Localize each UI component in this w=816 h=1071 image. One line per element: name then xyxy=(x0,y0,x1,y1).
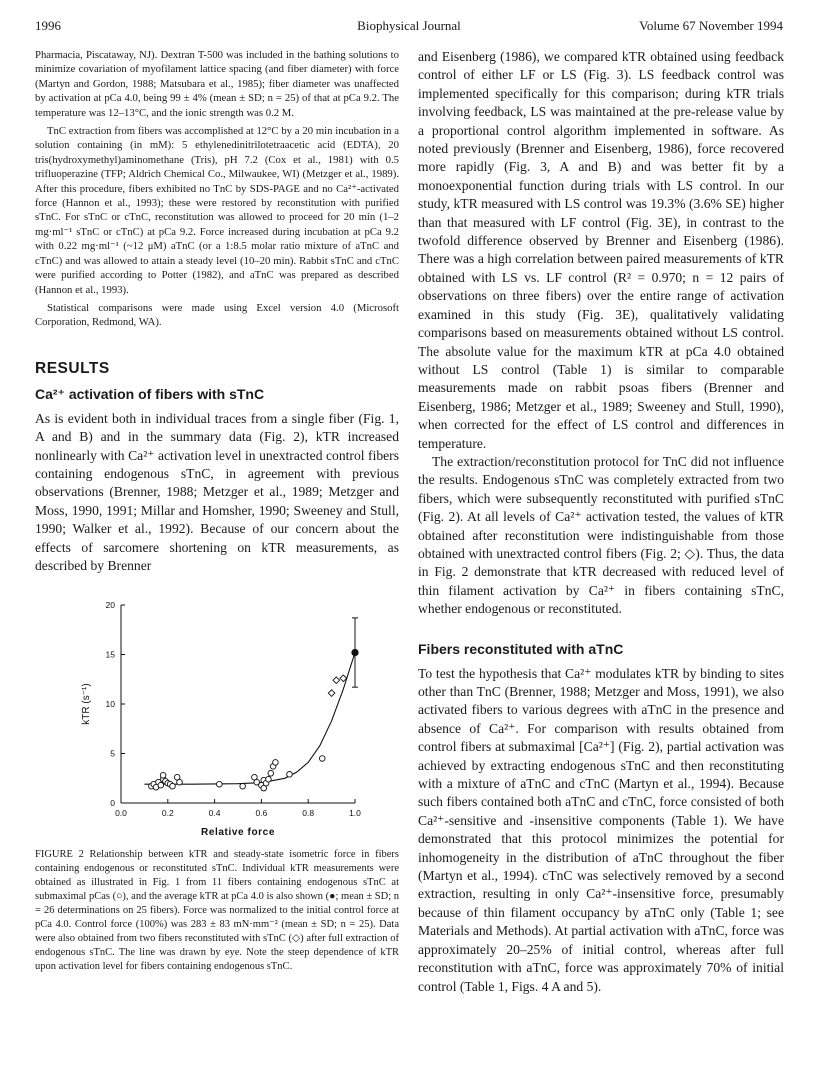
data-point-circle xyxy=(273,760,279,766)
page-number: 1996 xyxy=(35,18,61,33)
y-tick-label: 20 xyxy=(105,600,115,611)
methods-paragraph-3: Statistical comparisons were made using Excel version 4.0 (Microsoft Corporation, Redmond, WA). xyxy=(35,301,399,329)
y-tick-label: 15 xyxy=(105,649,115,660)
y-tick-label: 10 xyxy=(105,699,115,710)
results-heading: RESULTS xyxy=(35,359,110,377)
figure-2-caption: FIGURE 2 Relationship between kTR and steady-state isometric force in fibers containing endogenous or reconstituted sTnC. Individual kTR measurements were obtained as illustrated in Fig. 1 from 11 fibers containing endogenous sTnC at submaximal pCas (○), and the average kTR at pCa 4.0 is also shown (●; mean ± SD; n = 26 determinations on 25 fibers). Force was normalized to the initial control force at pCa 4.0. Control force (100%) was 283 ± 83 mN·mm⁻² (mean ± SD; n = 25). Data were also obtained from two fibers reconstituted with sTnC (◇) after full extraction of endogenous sTnC. The line was drawn by eye. Note the steep dependence of kTR upon activation level for fibers containing endogenous sTnC. xyxy=(35,849,400,973)
right-paragraph-1: and Eisenberg (1986), we compared kTR obtained using feedback control of either LF or LS (Fig. 3). LS feedback control was implemented specifically for this comparison; during kTR trials involving feedback, LS was maintained at the pre-release value by a proportional control algorithm implemented in software. As noted previously (Brenner and Eisenberg, 1986), force recovered more rapidly (Fig. 3, A and B) and was better fit by a monoexponential function during trials with LS control. In our study, kTR measured with LS control was 19.3% (3.6% SE) higher than that measured with LF control (Fig. 3E), in contrast to the twofold difference observed by Brenner and Eisenberg (1986). There was a high correlation between paired measurements of kTR obtained with LS vs. LF control (R² = 0.970; n = 12 pairs of observations on three fibers) over the entire range of activation examined in this study (Fig. 3E), qualitatively validating comparisons based on measurements obtained without LS control. The absolute value for the maximum kTR at pCa 4.0 obtained without LS control (Table 1) is similar to comparable measurements made on rabbit psoas fibers (Brenner and Eisenberg, 1986; Metzger et al., 1989; Sweeney and Stull, 1990), when corrected for the effect of LS control and differences in temperature. xyxy=(418,49,784,451)
y-tick-label: 5 xyxy=(110,748,115,759)
data-point-circle xyxy=(240,784,246,790)
right-paragraph-2: The extraction/reconstitution protocol for TnC did not influence the results. Endogenous sTnC was completely extracted from two fibers, which were subsequently reconstituted with purified sTnC (Fig. 2). At all levels of Ca²⁺ activation tested, the values of kTR obtained after reconstitution were indistinguishable from those obtained with unextracted control fibers (Fig. 2; ◇). Thus, the data in Fig. 2 demonstrate that kTR decreased with reduced level of thin filament activation by Ca²⁺ in fibers containing sTnC, whether endogenous or reconstituted. xyxy=(418,453,784,617)
right-paragraph-3: To test the hypothesis that Ca²⁺ modulates kTR by binding to sites other than TnC (Brenner, 1988; Metzger and Moss, 1991), we also activated fibers to various degrees with aTnC in the presence and absence of Ca²⁺. For comparison with results obtained from control fibers at submaximal [Ca²⁺] (Fig. 2), partial activation was achieved by extracting endogenous sTnC and then reconstituting with a mixture of aTnC and cTnC (Martyn et al., 1994). Because such fibers contained both aTnC and cTnC, force consisted of both Ca²⁺-sensitive and -insensitive components (Table 1). We have demonstrated that this protocol minimizes the potential for inhomogeneity in the distribution of aTnC throughout the fiber (Martyn et al., 1994). cTnC was selectively removed by a second extraction, resulting in only Ca²⁺-insensitive force, presumably because of thin filament occupancy by aTnC only (Table 1; see Materials and Methods). At partial activation with aTnC, force was approximately 20–25% of initial control, whereas after full reconstitution with aTnC, force was approximately 70% of initial control (Table 1, Figs. 4 A and 5). xyxy=(418,665,784,994)
figure-2 xyxy=(35,591,399,974)
x-tick-label: 1.0 xyxy=(349,808,361,819)
results-paragraph-1: As is evident both in individual traces from a single fiber (Fig. 1, A and B) and in the summary data (Fig. 2), kTR increased nonlinearly with Ca²⁺ activation level in unextracted control fibers containing endogenous sTnC, in agreement with previous observations (Brenner, 1988; Metzger et al., 1989; Metzger and Moss, 1990, 1991; Millar and Homsher, 1990; Sweeney and Stull, 1990; Walker et al., 1992). Because of our concern about the effects of sarcomere shortening on kTR measurements, as described by Brenner xyxy=(35,410,399,573)
methods-paragraph-2: TnC extraction from fibers was accomplished at 12°C by a 20 min incubation in a solution containing (in mM): 5 ethylenedinitrilotetraacetic acid (EDTA), 20 tris(hydroxymethyl)aminomethane (Tris), pH 7.2 (Cox et al., 1981) with 0.5 trifluoperazine (TFP; Aldrich Chemical Co., Milwaukee, WI) (Metzger et al., 1989). After this procedure, fibers exhibited no TnC by SDS-PAGE and no Ca²⁺-activated force (Hannon et al., 1993); these were restored by reconstitution with purified sTnC. For sTnC or cTnC, reconstitution was allowed to proceed for 20 min (1–2 mg·ml⁻¹ sTnC or cTnC) at pCa 9.2. Force increased during incubation at pCa 9.2 with 0.22 mg·ml⁻¹ (~12 μM) aTnC (or a 1:8.5 molar ratio mixture of aTnC and cTnC) and was allowed to attain a steady level (10–20 min). Rabbit sTnC and cTnC were purified according to Potter (1982), and aTnC was prepared as described (Hannon et al., 1993). xyxy=(35,125,399,296)
data-point-circle xyxy=(266,777,272,783)
subheading-ca-activation: Ca²⁺ activation of fibers with sTnC xyxy=(35,385,265,402)
data-point-circle xyxy=(268,771,274,777)
x-tick-label: 0.2 xyxy=(161,808,174,819)
y-axis-label: kTR (s⁻¹) xyxy=(81,683,92,726)
data-point-circle xyxy=(319,756,325,762)
issue-info: Volume 67 November 1994 xyxy=(639,18,783,33)
fit-curve-line xyxy=(144,653,355,785)
data-point-circle xyxy=(216,782,222,788)
x-tick-label: 0.8 xyxy=(302,808,315,819)
x-tick-label: 0.0 xyxy=(115,808,127,819)
left-column xyxy=(35,48,399,974)
y-tick-label: 0 xyxy=(110,798,115,809)
subheading-atnc: Fibers reconstituted with aTnC xyxy=(418,640,624,657)
data-point-circle xyxy=(170,784,176,790)
data-point-circle xyxy=(160,773,166,779)
data-point-circle xyxy=(287,772,293,778)
methods-paragraph-1: Pharmacia, Piscataway, NJ). Dextran T-500 was included in the bathing solutions to minimize covariation of myofilament lattice spacing (and fiber diameter) with force (Martyn and Gordon, 1988; Matsubara et al., 1985); fiber diameter was unaffected by activation at pCa 4.0, being 99 ± 4% (mean ± SD; n = 25) of that at pCa 9.2. The temperature was 12–13°C, and the ionic strength was 0.2 M. xyxy=(35,49,399,119)
right-column xyxy=(418,48,784,996)
journal-title: Biophysical Journal xyxy=(357,18,461,33)
page-header xyxy=(35,18,783,38)
figure-2-chart xyxy=(35,591,399,841)
data-point-circle xyxy=(158,783,164,789)
data-point-diamond xyxy=(333,677,340,684)
x-axis-label: Relative force xyxy=(201,827,275,839)
x-tick-label: 0.4 xyxy=(208,808,221,819)
data-point-circle xyxy=(177,780,183,786)
data-point-diamond xyxy=(328,690,335,697)
data-point-filled-circle xyxy=(352,650,358,656)
x-tick-label: 0.6 xyxy=(255,808,268,819)
